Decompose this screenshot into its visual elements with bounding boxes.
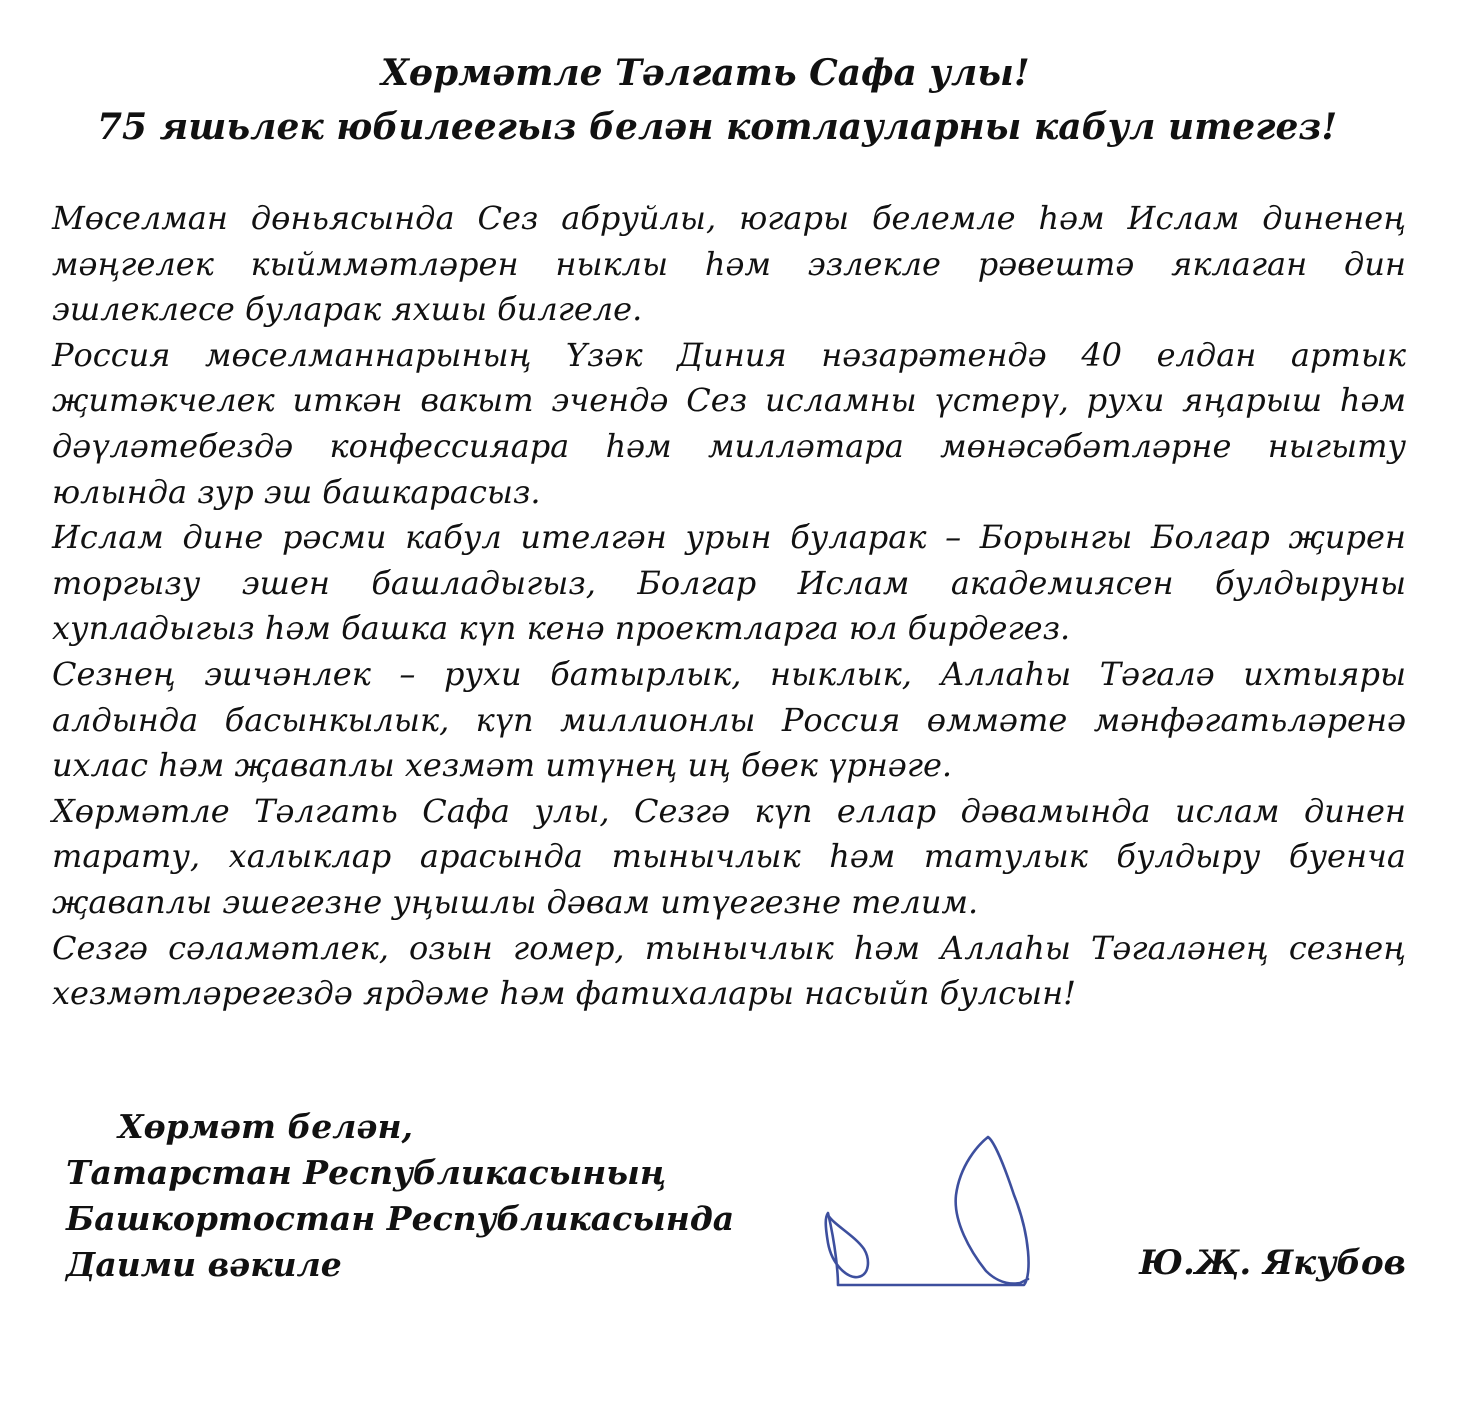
body-paragraph: Ислам дине рәсми кабул ителгән урын буларак – Борынгы Болгар җирен торгызу эшен башладыгыз, Болгар Ислам академиясен булдыруны хупладыгыз һәм башка күп кенә проектларга юл бирдегез. — [52, 518, 1406, 648]
handwritten-signature — [810, 1125, 1050, 1305]
body-paragraph: Россия мөселманнарының Үзәк Диния нәзарәтендә 40 елдан артык җитәкчелек иткән вакыт эчендә Сез исламны үстерү, рухи яңарыш һәм дәүләтебездә конфессияара һәм милләтара мөнәсәбәтләрне ныгыту юлында зур эш башкарасыз. — [52, 335, 1406, 511]
body-paragraph: Сезнең эшчәнлек – рухи батырлык, ныклык, Аллаһы Тәгалә ихтыяры алдында басынкылык, күп миллионлы Россия өммәте мәнфәгатьләренә ихлас һәм җаваплы хезмәт итүнең иң бөек үрнәге. — [52, 654, 1406, 785]
body-paragraph: Хөрмәтле Тәлгать Сафа улы, Сезгә күп еллар дәвамында ислам динен тарату, халыклар арасында тынычлык һәм татулык булдыру буенча җаваплы эшегезне уңышлы дәвам итүегезне телим. — [52, 791, 1406, 921]
closing-block — [66, 1104, 734, 1288]
signer-name: Ю.Җ. Якубов — [1139, 1243, 1406, 1283]
body-paragraph: Сезгә сәламәтлек, озын гомер, тынычлык һәм Аллаһы Тәгаләнең сезнең хезмәтләрегездә ярдәме һәм фатихалары насыйп булсын! — [52, 928, 1406, 1013]
closing-salutation: Хөрмәт белән, — [118, 1107, 413, 1146]
closing-title-line: Даими вәкиле — [66, 1245, 342, 1284]
closing-title-line: Башкортостан Республикасында — [66, 1199, 735, 1238]
greeting-heading: Хөрмәтле Тәлгать Сафа улы! — [381, 52, 1030, 94]
signature-stroke — [826, 1137, 1029, 1285]
body-paragraph: Мөселман дөньясында Сез абруйлы, югары белемле һәм Ислам диненең мәңгелек кыйммәтләрен ныклы һәм эзлекле рәвештә яклаган дин эшлеклесе буларак яхшы билгеле. — [52, 199, 1406, 329]
congratulation-heading: 75 яшьлек юбилеегыз белән котлауларны кабул итегез! — [97, 106, 1338, 148]
letter-body — [52, 196, 1406, 1017]
closing-title-line: Татарстан Республикасының — [66, 1153, 667, 1192]
